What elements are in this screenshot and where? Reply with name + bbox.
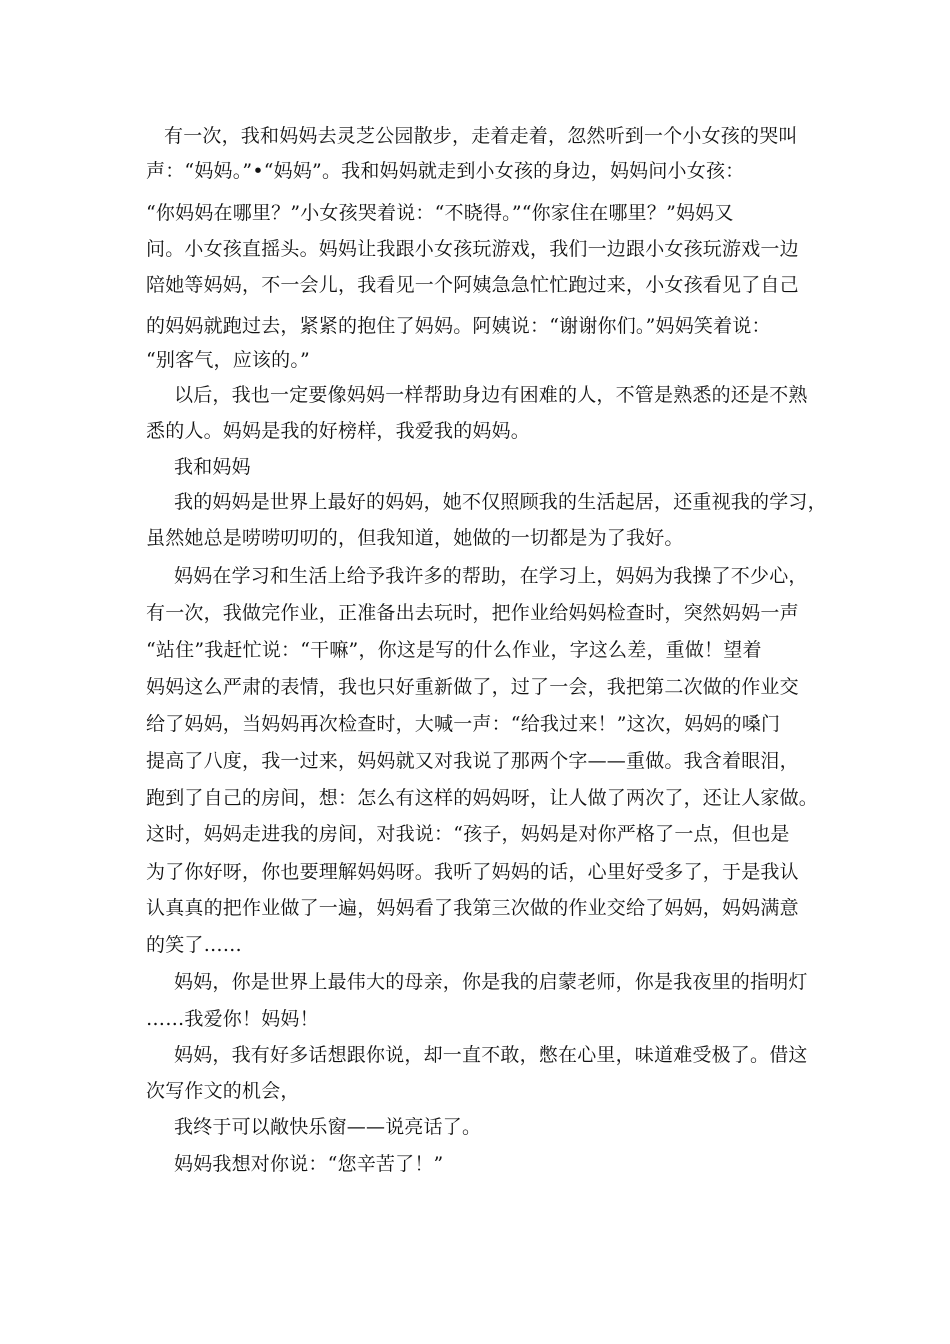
- section-heading: 我和妈妈: [174, 456, 251, 478]
- paragraph-line: 妈妈在学习和生活上给予我许多的帮助，在学习上，妈妈为我操了不少心，: [174, 565, 808, 587]
- paragraph-line: 提高了八度，我一过来，妈妈就又对我说了那两个字——重做。我含着眼泪，: [146, 750, 799, 772]
- paragraph-line: 给了妈妈，当妈妈再次检查时，大喊一声：“给我过来！”这次，妈妈的嗓门: [146, 713, 781, 735]
- paragraph-line: 以后，我也一定要像妈妈一样帮助身边有困难的人，不管是熟悉的还是不熟: [174, 384, 808, 406]
- paragraph-line: 认真真的把作业做了一遍，妈妈看了我第三次做的作业交给了妈妈，妈妈满意: [146, 897, 799, 919]
- paragraph-line: 的笑了……: [146, 934, 243, 956]
- paragraph-line: 次写作文的机会，: [146, 1080, 300, 1102]
- paragraph-line: 妈妈我想对你说：“您辛苦了！”: [174, 1153, 444, 1175]
- paragraph-line: “别客气，应该的。”: [146, 349, 310, 371]
- paragraph-line: “你妈妈在哪里？”小女孩哭着说：“不晓得。”“你家住在哪里？”妈妈又: [146, 202, 734, 224]
- paragraph-line: 跑到了自己的房间，想：怎么有这样的妈妈呀，让人做了两次了，还让人家做。: [146, 787, 819, 809]
- paragraph-line: 为了你好呀，你也要理解妈妈呀。我听了妈妈的话，心里好受多了，于是我认: [146, 861, 799, 883]
- paragraph-line: ……我爱你！妈妈！: [146, 1008, 319, 1030]
- paragraph-line: 妈妈，你是世界上最伟大的母亲，你是我的启蒙老师，你是我夜里的指明灯: [174, 971, 808, 993]
- paragraph-line: 妈妈，我有好多话想跟你说，却一直不敢，憋在心里，味道难受极了。借这: [174, 1044, 808, 1066]
- paragraph-line: 的妈妈就跑过去，紧紧的抱住了妈妈。阿姨说：“谢谢你们。”妈妈笑着说：: [146, 315, 771, 337]
- paragraph-line: 有一次，我和妈妈去灵芝公园散步，走着走着，忽然听到一个小女孩的哭叫: [164, 125, 798, 147]
- paragraph-line: 有一次，我做完作业，正准备出去玩时，把作业给妈妈检查时，突然妈妈一声: [146, 602, 799, 624]
- paragraph-line: “站住”我赶忙说：“干嘛”，你这是写的什么作业，字这么差，重做！望着: [146, 639, 762, 661]
- paragraph-line: 我终于可以敞快乐窗——说亮话了。: [174, 1116, 482, 1138]
- paragraph-line: 我的妈妈是世界上最好的妈妈，她不仅照顾我的生活起居，还重视我的学习，: [174, 491, 827, 513]
- paragraph-line: 这时，妈妈走进我的房间，对我说：“孩子，妈妈是对你严格了一点，但也是: [146, 823, 790, 845]
- paragraph-line: 妈妈这么严肃的表情，我也只好重新做了，过了一会，我把第二次做的作业交: [146, 676, 799, 698]
- paragraph-line: 虽然她总是唠唠叨叨的，但我知道，她做的一切都是为了我好。: [146, 527, 684, 549]
- paragraph-line: 悉的人。妈妈是我的好榜样，我爱我的妈妈。: [146, 420, 531, 442]
- paragraph-line: 声：“妈妈。”•“妈妈”。我和妈妈就走到小女孩的身边，妈妈问小女孩：: [146, 160, 745, 182]
- paragraph-line: 问。小女孩直摇头。妈妈让我跟小女孩玩游戏，我们一边跟小女孩玩游戏一边: [146, 238, 799, 260]
- paragraph-line: 陪她等妈妈，不一会儿，我看见一个阿姨急急忙忙跑过来，小女孩看见了自己: [146, 274, 799, 296]
